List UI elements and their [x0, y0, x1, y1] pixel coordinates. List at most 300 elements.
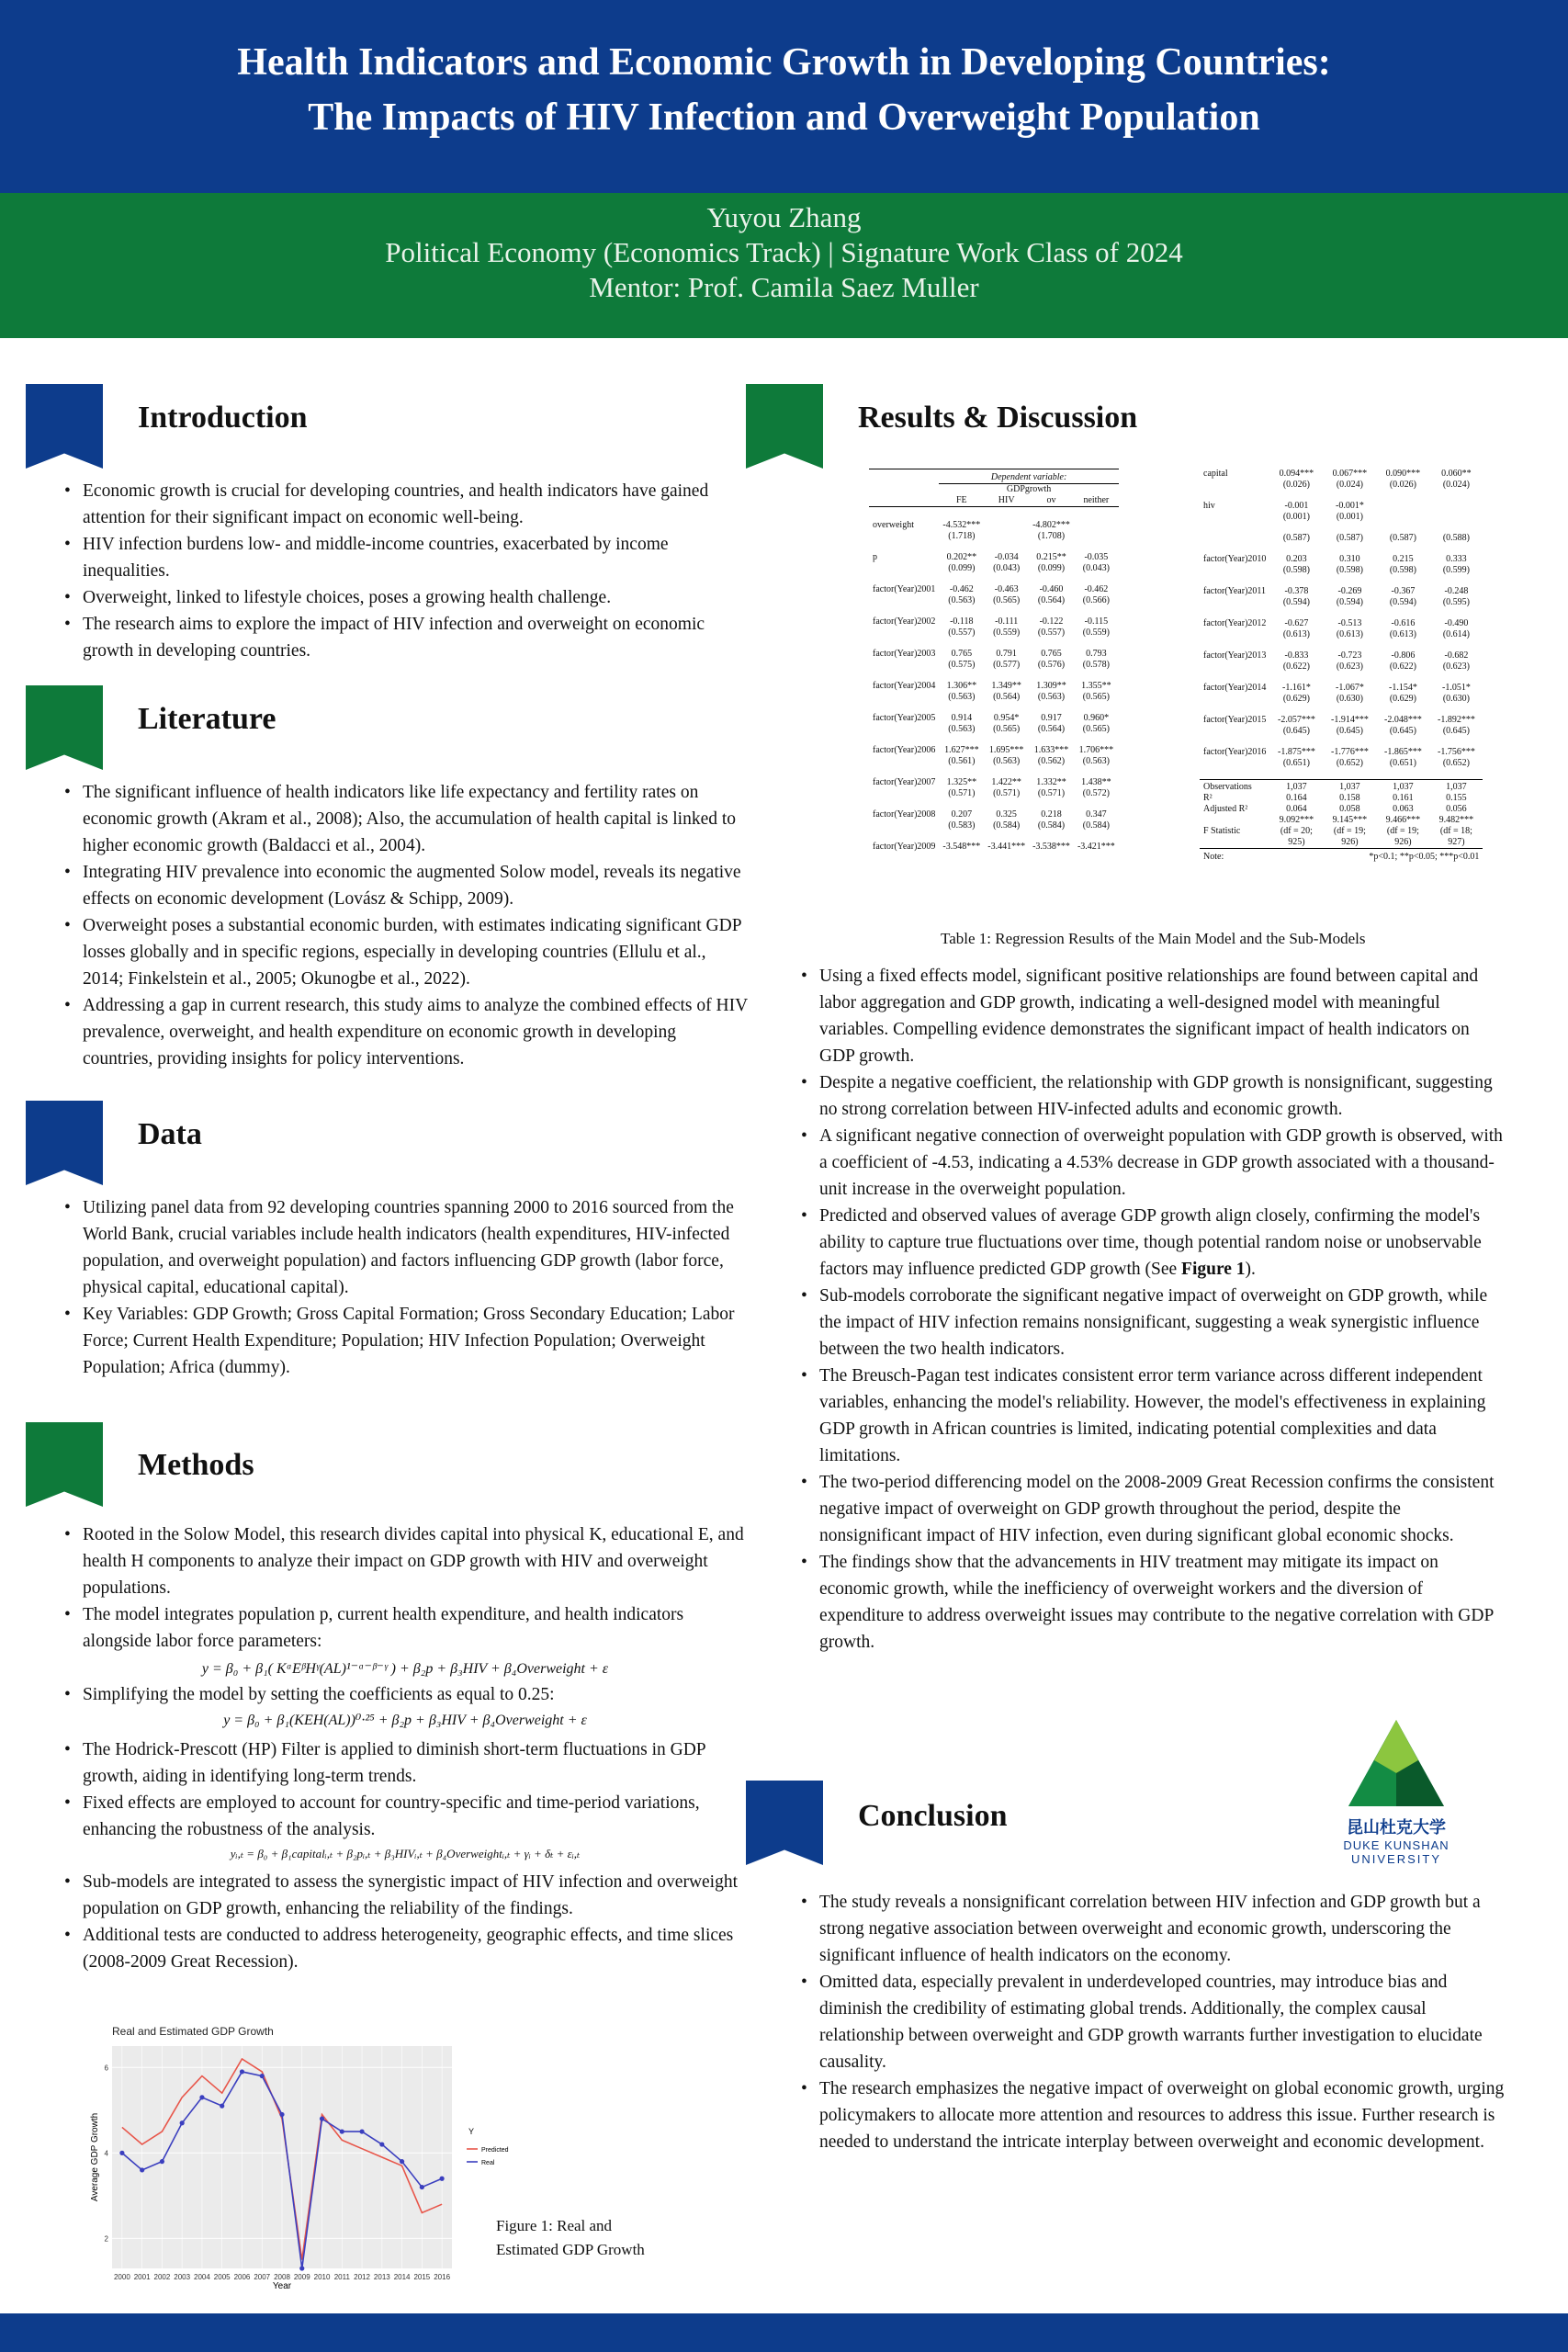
table-cell: Dependent variable:	[939, 472, 1118, 484]
table-cell: Note:	[1203, 852, 1224, 862]
conclusion-list	[797, 1889, 1505, 2155]
data-point	[260, 2074, 265, 2078]
table-cell: factor(Year)2009	[873, 842, 936, 852]
table-cell: 9.466*** (df = 19; 926)	[1385, 815, 1421, 847]
table-row	[869, 595, 1119, 606]
table-row	[1200, 554, 1483, 565]
table-cell: -0.122	[1039, 616, 1064, 627]
table-row	[869, 552, 1119, 563]
table-cell: neither	[1083, 495, 1110, 505]
table-row	[869, 820, 1119, 831]
table-cell: (0.645)	[1336, 726, 1363, 736]
table-cell: factor(Year)2004	[873, 681, 936, 691]
table-row	[1200, 662, 1483, 673]
table-cell: 1.695***	[988, 745, 1024, 755]
results-b4-end: ).	[1245, 1260, 1256, 1279]
equation-1: y = β₀ + β₁( KᵅEᵝHᵞ(AL)¹⁻ᵅ⁻ᵝ⁻ᵞ ) + β₂p + β₃HIV + β₄Overweight + ε	[201, 1661, 609, 1677]
logo-chinese: 昆山杜克大学	[1347, 1818, 1446, 1838]
table-cell: -1.892***	[1437, 715, 1475, 725]
table-cell: (0.563)	[1082, 756, 1110, 766]
data-point	[420, 2185, 424, 2189]
table-cell: -0.616	[1391, 618, 1416, 628]
literature-heading: Literature	[138, 702, 276, 736]
table-row	[869, 842, 1119, 853]
y-tick-label: 6	[104, 2064, 108, 2073]
table-cell: 0.793	[1086, 649, 1107, 659]
regression-table	[869, 469, 1119, 863]
list-item: • Key Variables: GDP Growth; Gross Capital Formation; Gross Secondary Education; Labor Force; Current Health Expenditure; Population; HIV Infection Population; Overweight Population; Africa (dummy).	[61, 1301, 750, 1381]
table-row	[869, 616, 1119, 628]
table-cell: (0.623)	[1336, 662, 1363, 672]
list-item: • The study reveals a nonsignificant correlation between HIV infection and GDP growth but a strong negative association between overweight and economic growth, underscoring the significant influence of health indicators on the economy.	[797, 1889, 1505, 1969]
table-cell: 1,037	[1339, 782, 1360, 792]
table-cell: factor(Year)2007	[873, 777, 936, 787]
table-cell: -3.441***	[987, 842, 1026, 852]
table-cell: (0.565)	[1082, 724, 1110, 734]
table-cell: (0.571)	[1037, 788, 1066, 798]
table-cell: -2.057***	[1277, 715, 1315, 725]
table-cell: (0.557)	[948, 628, 976, 638]
table-cell: -3.548***	[942, 842, 981, 852]
table-row	[869, 531, 1119, 542]
table-row	[869, 756, 1119, 767]
table-row	[869, 692, 1119, 703]
literature-flag-icon	[26, 685, 103, 770]
table-cell: (0.564)	[1037, 724, 1066, 734]
table-cell: (0.024)	[1442, 480, 1470, 490]
table-cell: -1.756***	[1437, 747, 1475, 757]
author-program: Political Economy (Economics Track) | Signature Work Class of 2024	[385, 236, 1183, 268]
author-banner	[0, 193, 1568, 338]
table-cell: (0.645)	[1389, 726, 1416, 736]
table-cell: (0.024)	[1336, 480, 1363, 490]
table-cell: (0.645)	[1282, 726, 1310, 736]
x-tick-label: 2014	[393, 2273, 411, 2281]
table-cell: (0.613)	[1336, 629, 1363, 639]
table-row	[869, 745, 1119, 756]
regression-table	[1200, 469, 1483, 863]
table-cell: (0.026)	[1389, 480, 1416, 490]
table-cell: factor(Year)2005	[873, 713, 936, 723]
table-cell: (0.565)	[993, 724, 1021, 734]
table-cell: (0.629)	[1282, 694, 1310, 704]
table-cell: -0.682	[1444, 650, 1469, 661]
table-cell	[984, 520, 1029, 531]
list-item: • HIV infection burdens low- and middle-income countries, exacerbated by income inequalities.	[61, 531, 750, 584]
table-cell: 0.203	[1286, 554, 1307, 564]
table-cell: -0.111	[995, 616, 1019, 627]
data-point	[379, 2142, 384, 2146]
table-row	[1200, 726, 1483, 737]
table-cell: (0.564)	[993, 692, 1021, 702]
table-cell: 0.347	[1086, 809, 1107, 820]
data-point	[180, 2120, 185, 2125]
table-cell: -1.161*	[1281, 683, 1311, 693]
list-item: • Integrating HIV prevalence into economic the augmented Solow model, reveals its negative effects on economic development (Lovász & Schipp, 2009).	[61, 859, 750, 912]
y-tick-label: 4	[104, 2149, 108, 2158]
table-cell: 1.349**	[991, 681, 1021, 691]
table-cell: factor(Year)2016	[1203, 747, 1267, 757]
table-cell: 1,037	[1286, 782, 1307, 792]
table-cell: -0.463	[994, 584, 1019, 594]
table-row	[1200, 715, 1483, 726]
x-tick-label: 2002	[153, 2273, 171, 2281]
list-item: • Overweight, linked to lifestyle choices, poses a growing health challenge.	[61, 584, 750, 611]
table-cell	[1429, 512, 1483, 523]
x-tick-label: 2008	[274, 2273, 290, 2281]
table-cell: -1.051*	[1441, 683, 1471, 693]
data-heading: Data	[138, 1117, 202, 1151]
poster-header	[0, 0, 1568, 193]
list-item: • The Hodrick-Prescott (HP) Filter is applied to diminish short-term fluctuations in GDP growth, aiding in identifying long-term trends.	[61, 1736, 750, 1790]
table-cell: (0.564)	[1037, 595, 1066, 605]
chart-title: Real and Estimated GDP Growth	[112, 2025, 274, 2038]
chart-ylabel: Average GDP Growth	[90, 2112, 100, 2202]
table-cell: (0.565)	[993, 595, 1021, 605]
table-cell: Adjusted R²	[1203, 804, 1248, 814]
table-cell	[1074, 520, 1119, 531]
table-cell: (0.559)	[993, 628, 1021, 638]
introduction-flag-icon	[26, 384, 103, 469]
table-cell: overweight	[873, 520, 914, 530]
logo-line-1: DUKE KUNSHAN	[1343, 1838, 1450, 1852]
dku-mountain-icon	[1341, 1718, 1451, 1810]
table-row	[1200, 694, 1483, 705]
table-cell: hiv	[1203, 501, 1215, 511]
table-cell: (0.595)	[1442, 597, 1470, 607]
table-cell: (0.598)	[1389, 565, 1416, 575]
data-point	[440, 2177, 445, 2181]
table-cell: -1.067*	[1335, 683, 1364, 693]
figure-1-caption: Figure 1: Real and Estimated GDP Growth	[496, 2217, 645, 2258]
table-cell: 1.627***	[944, 745, 979, 755]
figure-1-reference: Figure 1	[1181, 1260, 1246, 1279]
x-tick-label: 2007	[254, 2273, 271, 2281]
x-tick-label: 2009	[293, 2273, 310, 2281]
table-cell: capital	[1203, 469, 1228, 479]
list-item: • Additional tests are conducted to address heterogeneity, geographic effects, and time slices (2008-2009 Great Recession).	[61, 1922, 750, 1975]
table-cell: -0.269	[1337, 586, 1362, 596]
table-cell: (0.001)	[1282, 512, 1310, 522]
x-tick-label: 2012	[354, 2273, 370, 2281]
table-cell: Observations	[1203, 782, 1252, 792]
table-cell: (0.598)	[1282, 565, 1310, 575]
table-cell: (0.652)	[1336, 758, 1363, 768]
table-row	[1200, 782, 1483, 793]
table-cell	[984, 531, 1029, 542]
table-row	[1200, 597, 1483, 608]
table-cell: (0.559)	[1082, 628, 1110, 638]
table-cell: (0.614)	[1442, 629, 1470, 639]
table-cell: 0.164	[1286, 793, 1307, 803]
title-line-1: Health Indicators and Economic Growth in Developing Countries:	[237, 41, 1331, 84]
table-cell: 0.202**	[946, 552, 977, 562]
results-flag-icon	[746, 384, 823, 469]
list-item	[797, 1203, 1505, 1283]
list-item: • The two-period differencing model on the 2008-2009 Great Recession confirms the consistent negative impact of overweight on GDP growth throughout the period, despite the nonsignificant impact of HIV infection, even during significant global economic shocks.	[797, 1469, 1505, 1549]
table-cell: *p<0.1; **p<0.05; ***p<0.01	[1369, 852, 1480, 862]
table-cell: 0.914	[951, 713, 973, 723]
table-cell: 0.215**	[1036, 552, 1066, 562]
table-row	[869, 809, 1119, 820]
table-cell: (0.645)	[1442, 726, 1470, 736]
introduction-heading: Introduction	[138, 401, 308, 435]
table-cell: (0.099)	[1037, 563, 1066, 573]
table-cell: 0.215	[1393, 554, 1414, 564]
x-tick-label: 2001	[133, 2273, 151, 2281]
table-row	[869, 681, 1119, 692]
table-cell: (0.594)	[1389, 597, 1416, 607]
list-item: • Overweight poses a substantial economic burden, with estimates indicating significant GDP losses globally and in specific regions, especially in developing countries (Ellulu et al., 2014; Finkelstein et al., 2005; Okunogbe et al., 2022).	[61, 912, 750, 992]
list-item: • Addressing a gap in current research, this study aims to analyze the combined effects of HIV prevalence, overweight, and health expenditure on economic growth in developing countries, providing insights for policy interventions.	[61, 992, 750, 1072]
table-cell: -4.802***	[1032, 520, 1070, 530]
table-cell: (0.613)	[1389, 629, 1416, 639]
table-cell: factor(Year)2011	[1203, 586, 1267, 596]
table-cell: 0.207	[951, 809, 973, 820]
table-cell: factor(Year)2003	[873, 649, 936, 659]
table-cell: (0.571)	[948, 788, 976, 798]
x-tick-label: 2015	[413, 2273, 431, 2281]
x-tick-label: 2004	[194, 2273, 210, 2281]
table-row	[1200, 758, 1483, 769]
table-cell: 0.765	[951, 649, 973, 659]
table-cell: (0.566)	[1082, 595, 1110, 605]
methods-list-c	[61, 1736, 750, 1843]
table-cell: 0.954*	[993, 713, 1020, 723]
literature-list	[61, 779, 750, 1072]
table-cell: 0.158	[1339, 793, 1360, 803]
table-row	[869, 777, 1119, 788]
list-item: • The research emphasizes the negative impact of overweight on global economic growth, urging policymakers to allocate more attention and resources to address this issue. Further research is needed to understand the intricate interplay between overweight and economic development.	[797, 2075, 1505, 2155]
table-cell	[1376, 501, 1429, 512]
data-point	[320, 2117, 324, 2121]
table-cell: R²	[1203, 793, 1213, 803]
table-cell: 0.917	[1041, 713, 1062, 723]
table-cell: p	[873, 552, 877, 562]
table-cell: (0.563)	[948, 692, 976, 702]
table-cell: (0.571)	[993, 788, 1021, 798]
table-row	[1200, 804, 1483, 815]
table-cell: (0.588)	[1442, 533, 1470, 543]
legend-label: Predicted	[481, 2147, 509, 2154]
table-cell: (0.562)	[1037, 756, 1066, 766]
table-cell: -0.462	[1084, 584, 1109, 594]
data-point	[400, 2159, 404, 2164]
table-cell: 1.422**	[991, 777, 1021, 787]
table-cell: 0.791	[996, 649, 1017, 659]
table-cell: 1,037	[1446, 782, 1467, 792]
data-list	[61, 1194, 750, 1381]
table-cell: -0.001	[1284, 501, 1309, 511]
table-row	[869, 713, 1119, 724]
table-cell: 1.438**	[1081, 777, 1111, 787]
table-row	[1200, 815, 1483, 849]
table-row	[869, 788, 1119, 799]
table-cell: (0.563)	[993, 756, 1021, 766]
regression-table-left	[869, 469, 1119, 863]
x-tick-label: 2000	[113, 2273, 130, 2281]
list-item: • Despite a negative coefficient, the relationship with GDP growth is nonsignificant, suggesting no strong correlation between HIV-infected adults and economic growth.	[797, 1069, 1505, 1123]
table-cell: (0.563)	[1037, 692, 1066, 702]
table-cell: -0.806	[1391, 650, 1416, 661]
table-cell: ov	[1046, 495, 1056, 505]
table-cell: (0.599)	[1442, 565, 1470, 575]
table-cell: 0.067***	[1332, 469, 1368, 479]
table-cell: (0.622)	[1389, 662, 1416, 672]
legend-label: Real	[481, 2160, 495, 2166]
list-item: • Sub-models corroborate the significant negative impact of overweight on GDP growth, while the impact of HIV infection remains nonsignificant, suggesting a weak synergistic influence between the two health indicators.	[797, 1283, 1505, 1363]
table-cell: (0.577)	[993, 660, 1021, 670]
table-cell: -0.378	[1284, 586, 1309, 596]
introduction-list	[61, 478, 750, 664]
table-row	[869, 660, 1119, 671]
methods-flag-icon	[26, 1422, 103, 1507]
table-cell: -0.035	[1084, 552, 1109, 562]
equation-2: y = β₀ + β₁(KEH(AL))⁰·²⁵ + β₂p + β₃HIV + β₄Overweight + ε	[223, 1713, 587, 1728]
methods-list-d	[61, 1869, 750, 1975]
table-cell: 9.482*** (df = 18; 927)	[1438, 815, 1474, 847]
regression-table-right	[1200, 469, 1483, 863]
table-cell: (0.652)	[1442, 758, 1470, 768]
table-cell: 0.155	[1446, 793, 1467, 803]
table-cell: -0.462	[949, 584, 974, 594]
list-item: • The research aims to explore the impact of HIV infection and overweight on economic growth in developing countries.	[61, 611, 750, 664]
table-cell: (0.563)	[948, 595, 976, 605]
y-tick-label: 2	[104, 2234, 108, 2244]
table-row	[1200, 793, 1483, 804]
table-cell: factor(Year)2010	[1203, 554, 1267, 564]
table-cell: -0.001*	[1335, 501, 1364, 511]
table-cell: (0.572)	[1082, 788, 1110, 798]
table-cell: (0.587)	[1336, 533, 1363, 543]
table-cell: 0.960*	[1083, 713, 1110, 723]
table-cell: 0.333	[1446, 554, 1467, 564]
x-tick-label: 2003	[174, 2273, 191, 2281]
list-item: • The significant influence of health indicators like life expectancy and fertility rates on economic growth (Akram et al., 2008); Also, the accumulation of health capital is linked to higher economic growth (Baldacci et al., 2004).	[61, 779, 750, 859]
list-item: • Fixed effects are employed to account for country-specific and time-period variations, enhancing the robustness of the analysis.	[61, 1790, 750, 1843]
table-cell	[1074, 531, 1119, 542]
table-cell: -0.723	[1337, 650, 1362, 661]
table-cell: 0.056	[1446, 804, 1467, 814]
table-cell: (1.708)	[1037, 531, 1066, 541]
data-point	[340, 2129, 344, 2133]
table-cell: 9.145*** (df = 19; 926)	[1332, 815, 1368, 847]
table-row	[869, 563, 1119, 574]
list-item: • Sub-models are integrated to assess the synergistic impact of HIV infection and overweight population on GDP growth, enhancing the reliability of the findings.	[61, 1869, 750, 1922]
table-cell	[1429, 501, 1483, 512]
table-cell: -0.627	[1284, 618, 1309, 628]
table-cell: (0.026)	[1282, 480, 1310, 490]
results-list	[797, 963, 1505, 1656]
table-cell: (1.718)	[948, 531, 976, 541]
table-row	[869, 724, 1119, 735]
methods-heading: Methods	[138, 1448, 254, 1482]
chart-xlabel: Year	[272, 2281, 292, 2291]
table-cell: (0.575)	[948, 660, 976, 670]
table-cell: -0.460	[1039, 584, 1064, 594]
table-cell: (0.584)	[1082, 820, 1110, 831]
table-cell	[1376, 512, 1429, 523]
x-tick-label: 2013	[373, 2273, 390, 2281]
table-cell: -2.048***	[1383, 715, 1422, 725]
table-cell: (0.099)	[948, 563, 976, 573]
table-cell: 0.064	[1286, 804, 1307, 814]
data-point	[199, 2095, 204, 2099]
table-cell: (0.565)	[1082, 692, 1110, 702]
title-line-2: The Impacts of HIV Infection and Overweight Population	[308, 96, 1260, 139]
table-row	[869, 520, 1119, 531]
list-item: • Economic growth is crucial for developing countries, and health indicators have gained attention for their significant impact on economic well-being.	[61, 478, 750, 531]
table-row	[1200, 747, 1483, 758]
table-cell: (0.561)	[948, 756, 976, 766]
table-cell: (0.594)	[1336, 597, 1363, 607]
table-cell: 0.060**	[1441, 469, 1472, 479]
table-cell: factor(Year)2013	[1203, 650, 1267, 661]
table-cell: (0.622)	[1282, 662, 1310, 672]
table-cell: (0.563)	[948, 724, 976, 734]
table-cell: (0.623)	[1442, 662, 1470, 672]
table-1-caption: Table 1: Regression Results of the Main Model and the Sub-Models	[941, 930, 1366, 947]
data-point	[119, 2151, 124, 2155]
table-cell: F Statistic	[1203, 826, 1241, 836]
table-cell: 0.161	[1393, 793, 1414, 803]
table-cell: -0.034	[994, 552, 1019, 562]
data-flag-icon	[26, 1101, 103, 1185]
table-cell: (0.651)	[1282, 758, 1310, 768]
table-cell: (0.583)	[948, 820, 976, 831]
table-cell: 1.306**	[946, 681, 977, 691]
table-cell: -3.538***	[1032, 842, 1070, 852]
table-cell: 9.092*** (df = 20; 925)	[1279, 815, 1314, 847]
table-cell: (0.651)	[1389, 758, 1416, 768]
data-point	[160, 2159, 164, 2164]
list-item: • Omitted data, especially prevalent in underdeveloped countries, may introduce bias and diminish the credibility of estimating global trends. Additionally, the complex causal relationship between overweight and GDP growth warrants further investigation to elucidate causality.	[797, 1969, 1505, 2075]
table-cell: 0.058	[1339, 804, 1360, 814]
table-cell: (0.587)	[1389, 533, 1416, 543]
table-cell: HIV	[998, 495, 1015, 505]
table-cell: factor(Year)2015	[1203, 715, 1267, 725]
table-cell: GDPgrowth	[1006, 484, 1052, 494]
table-cell: -1.914***	[1330, 715, 1369, 725]
table-row	[869, 628, 1119, 639]
table-row	[1200, 469, 1483, 480]
x-tick-label: 2006	[233, 2273, 251, 2281]
results-heading: Results & Discussion	[858, 401, 1138, 435]
table-cell: factor(Year)2006	[873, 745, 936, 755]
table-cell: factor(Year)2014	[1203, 683, 1267, 693]
table-cell: (0.598)	[1336, 565, 1363, 575]
table-cell: (0.613)	[1282, 629, 1310, 639]
table-cell: -1.776***	[1330, 747, 1369, 757]
table-cell: 0.765	[1041, 649, 1062, 659]
gdp-growth-chart	[73, 2017, 509, 2292]
table-cell: factor(Year)2012	[1203, 618, 1267, 628]
data-point	[140, 2167, 144, 2172]
data-point	[220, 2104, 224, 2109]
table-cell: (0.594)	[1282, 597, 1310, 607]
table-cell: -0.115	[1084, 616, 1109, 627]
table-row	[1200, 629, 1483, 640]
table-row	[1200, 480, 1483, 491]
table-cell: factor(Year)2002	[873, 616, 936, 627]
table-row	[1200, 565, 1483, 576]
list-item: • The Breusch-Pagan test indicates consistent error term variance across different independent variables, enhancing the model's reliability. However, the model's effectiveness in explaining GDP growth in African countries is limited, indicating potential complexities and data limitations.	[797, 1363, 1505, 1469]
table-row	[1200, 533, 1483, 544]
equation-3: yᵢ,ₜ = β₀ + β₁capitalᵢ,ₜ + β₂pᵢ,ₜ + β₃HIVᵢ,ₜ + β₄Overweightᵢ,ₜ + γᵢ + δₜ + εᵢ,ₜ	[230, 1847, 581, 1860]
table-cell: 1.332**	[1036, 777, 1066, 787]
author-mentor: Mentor: Prof. Camila Saez Muller	[589, 271, 979, 303]
list-item: • The model integrates population p, current health expenditure, and health indicators alongside labor force parameters:	[61, 1601, 750, 1655]
